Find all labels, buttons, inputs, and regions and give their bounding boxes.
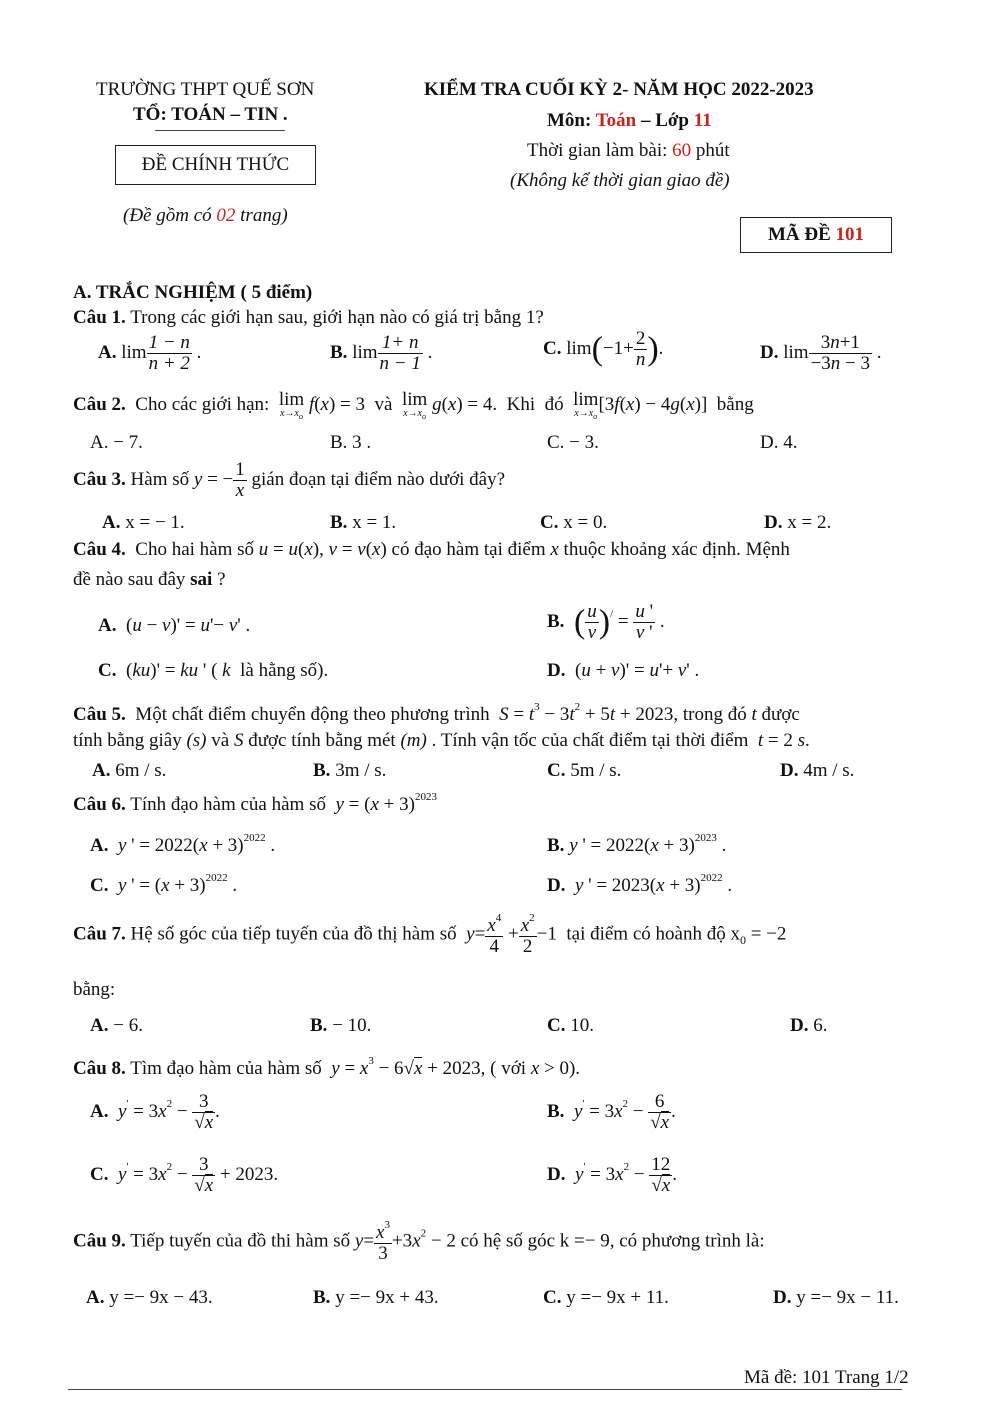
- q9-option-c: C. y =− 9x + 11.: [543, 1287, 669, 1308]
- question-6: Câu 6. Tính đạo hàm của hàm số $y = (x + 3)^{2023}$: [73, 791, 437, 815]
- q3-option-d: D. x = 2.: [764, 512, 832, 533]
- q5-option-a: A. 6m / s.: [92, 760, 167, 781]
- q9-option-b: B. y =− 9x + 43.: [313, 1287, 439, 1308]
- question-4: Câu 4. Cho hai hàm số u = u(x), v = v(x) có đạo hàm tại điểm x thuộc khoảng xác định. Mệnh: [73, 539, 790, 560]
- q1-option-d: D. lim $\frac{3n+1}{-3n - 3}$ .: [760, 332, 882, 374]
- q2-option-a: A. − 7.: [90, 432, 143, 453]
- subject-line: Môn: Toán – Lớp 11: [547, 110, 712, 131]
- q8-option-b: B. $y' = 3x^2$ − $\frac{6}{√x}$ .: [547, 1091, 676, 1133]
- q3-option-b: B. x = 1.: [330, 512, 397, 533]
- q5-option-d: D. 4m / s.: [780, 760, 855, 781]
- question-8: Câu 8. Tìm đạo hàm của hàm số $y = x^3 - 6√x + 2023$, ( với x > 0).: [73, 1055, 581, 1079]
- q6-option-d: D. y ' = $2023(x + 3)^{2022}$ .: [547, 872, 733, 896]
- footer-rule: [68, 1389, 902, 1390]
- official-box: [115, 145, 316, 185]
- q2-option-b: B. 3 .: [330, 432, 372, 453]
- q4-option-a: A. (u − v)' = u'− v' .: [98, 615, 251, 636]
- page-count: (Đề gồm có 02 trang): [123, 205, 288, 226]
- question-2: Câu 2. Cho các giới hạn: lim $x\to x_o$ f(x) = 3 và lim $x\to x_o$ g(x) = 4. Khi đó lim $x\to x_o$ [3f(x) − 4g(x)] bằng: [73, 389, 754, 421]
- q8-option-d: D. $y' = 3x^2$ − $\frac{12}{√x}$ .: [547, 1154, 678, 1196]
- q5-option-b: B. 3m / s.: [313, 760, 387, 781]
- q8-option-c: C. $y' = 3x^2$ − $\frac{3}{√x}$ + 2023.: [90, 1154, 279, 1196]
- q7-option-b: B. − 10.: [310, 1015, 372, 1036]
- q7-option-c: C. 10.: [547, 1015, 594, 1036]
- exam-code-box: MÃ ĐỀ 101: [740, 217, 892, 253]
- question-9: Câu 9. Tiếp tuyến của đồ thi hàm số y= $\frac{x^3}{3}$ $+3x^2 - 2$ có hệ số góc k =− 9, có phương trình là:: [73, 1219, 765, 1264]
- question-7: Câu 7. Hệ số góc của tiếp tuyến của đồ thị hàm số y= $\frac{x^4}{4}$ + $\frac{x^2}{2}$ −1 tại điểm có hoành độ $x_0 = -2$: [73, 912, 787, 957]
- q6-option-c: C. y ' = $(x + 3)^{2022}$ .: [90, 872, 238, 896]
- q2-option-d: D. 4.: [760, 432, 798, 453]
- group-underline: [155, 130, 285, 131]
- q9-option-d: D. y =− 9x − 11.: [773, 1287, 899, 1308]
- question-7-line2: bằng:: [73, 979, 116, 1000]
- q1-option-c: C. lim(−1+ $\frac{2}{n}$ ).: [543, 328, 664, 370]
- q7-option-a: A. − 6.: [90, 1015, 143, 1036]
- question-1: Câu 1. Trong các giới hạn sau, giới hạn nào có giá trị bằng 1?: [73, 307, 544, 328]
- question-3: Câu 3. Hàm số y = − $\frac{1}{x}$ gián đoạn tại điểm nào dưới đây?: [73, 459, 506, 501]
- time-line: Thời gian làm bài: 60 phút: [527, 140, 730, 161]
- q8-option-a: A. $y' = 3x^2$ − $\frac{3}{√x}$ .: [90, 1091, 220, 1133]
- school-name: TRƯỜNG THPT QUẾ SƠN: [96, 79, 315, 100]
- q4-option-d: D. (u + v)' = u'+ v' .: [547, 660, 700, 681]
- q7-option-d: D. 6.: [790, 1015, 828, 1036]
- official-label: ĐỀ CHÍNH THỨC: [141, 154, 290, 175]
- time-note: (Không kể thời gian giao đề): [510, 170, 730, 191]
- question-5-line2: tính bằng giây (s) và S được tính bằng mét (m) . Tính vận tốc của chất điểm tại thời điểm t = 2 s.: [73, 730, 810, 751]
- question-5: Câu 5. Một chất điểm chuyển động theo phương trình $S = t^3 - 3t^2 + 5t + 2023$, trong đó t được: [73, 701, 800, 725]
- question-4-line2: đề nào sau đây sai ?: [73, 569, 226, 590]
- page-footer: Mã đề: 101 Trang 1/2: [744, 1367, 909, 1388]
- q5-option-c: C. 5m / s.: [547, 760, 622, 781]
- q2-option-c: C. − 3.: [547, 432, 599, 453]
- group-name: TỔ: TOÁN – TIN .: [133, 104, 288, 125]
- q3-option-c: C. x = 0.: [540, 512, 608, 533]
- section-a-title: A. TRẮC NGHIỆM ( 5 điểm): [73, 282, 313, 303]
- q1-option-b: B. lim $\frac{1+ n}{n - 1}$ .: [330, 332, 433, 374]
- q3-option-a: A. x = − 1.: [102, 512, 185, 533]
- q6-option-b: B. y ' = $2022(x + 3)^{2023}$ .: [547, 832, 727, 856]
- q6-option-a: A. y ' = $2022(x + 3)^{2022}$ .: [90, 832, 276, 856]
- q4-option-b: B. ( $\frac{u}{v}$ )/ = $\frac{u '}{v '}$ .: [547, 601, 665, 643]
- q1-option-a: A. lim $\frac{1 - n}{n + 2}$ .: [98, 332, 202, 374]
- q9-option-a: A. y =− 9x − 43.: [86, 1287, 213, 1308]
- exam-title: KIỂM TRA CUỐI KỲ 2- NĂM HỌC 2022-2023: [424, 79, 814, 100]
- q4-option-c: C. (ku)' = ku ' ( k là hằng số).: [98, 660, 329, 681]
